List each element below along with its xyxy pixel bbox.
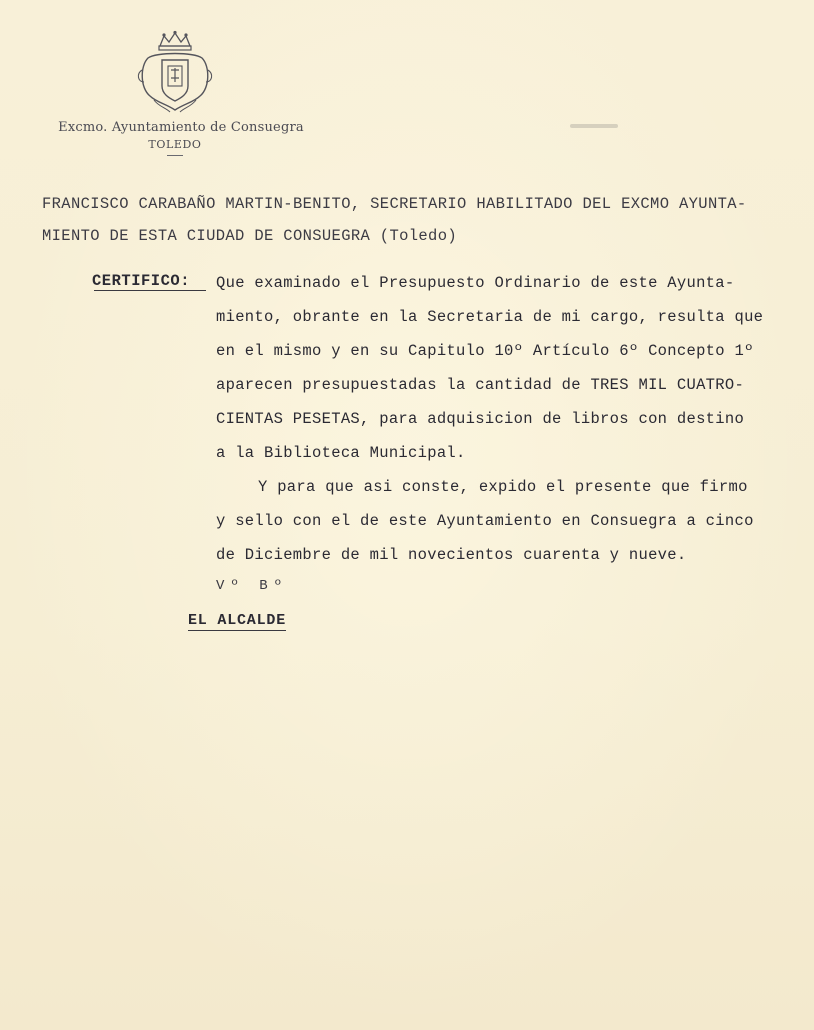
body-line: a la Biblioteca Municipal.	[216, 444, 466, 462]
document-heading	[42, 188, 792, 252]
body-line: y sello con el de este Ayuntamiento en Consuegra a cinco	[216, 512, 754, 530]
body-line: miento, obrante en la Secretaria de mi cargo, resulta que	[216, 308, 764, 326]
heading-line: FRANCISCO CARABAÑO MARTIN-BENITO, SECRETARIO HABILITADO DEL EXCMO AYUNTA-	[42, 195, 747, 213]
letterhead	[40, 120, 310, 156]
visto-bueno: Vº Bº	[216, 578, 289, 594]
mayor-title: EL ALCALDE	[188, 612, 287, 629]
certifico-label: CERTIFICO:	[92, 272, 191, 290]
faint-mark	[570, 124, 618, 128]
body-line: aparecen presupuestadas la cantidad de TRES MIL CUATRO-	[216, 376, 745, 394]
certifico-underline	[94, 290, 206, 291]
body-line: en el mismo y en su Capitulo 10º Artículo 6º Concepto 1º	[216, 342, 754, 360]
letterhead-rule	[167, 155, 183, 156]
certificate-body	[216, 266, 796, 572]
organization-city: TOLEDO	[148, 138, 202, 151]
heading-line: MIENTO DE ESTA CIUDAD DE CONSUEGRA (Toledo)	[42, 227, 458, 245]
coat-of-arms-icon	[136, 30, 214, 116]
organization-name: Excmo. Ayuntamiento de Consuegra	[58, 120, 304, 135]
body-line: Que examinado el Presupuesto Ordinario de este Ayunta-	[216, 274, 735, 292]
body-line: de Diciembre de mil novecientos cuarenta y nueve.	[216, 546, 687, 564]
body-line: CIENTAS PESETAS, para adquisicion de libros con destino	[216, 410, 745, 428]
body-line: Y para que asi conste, expido el presente que firmo	[258, 478, 748, 496]
